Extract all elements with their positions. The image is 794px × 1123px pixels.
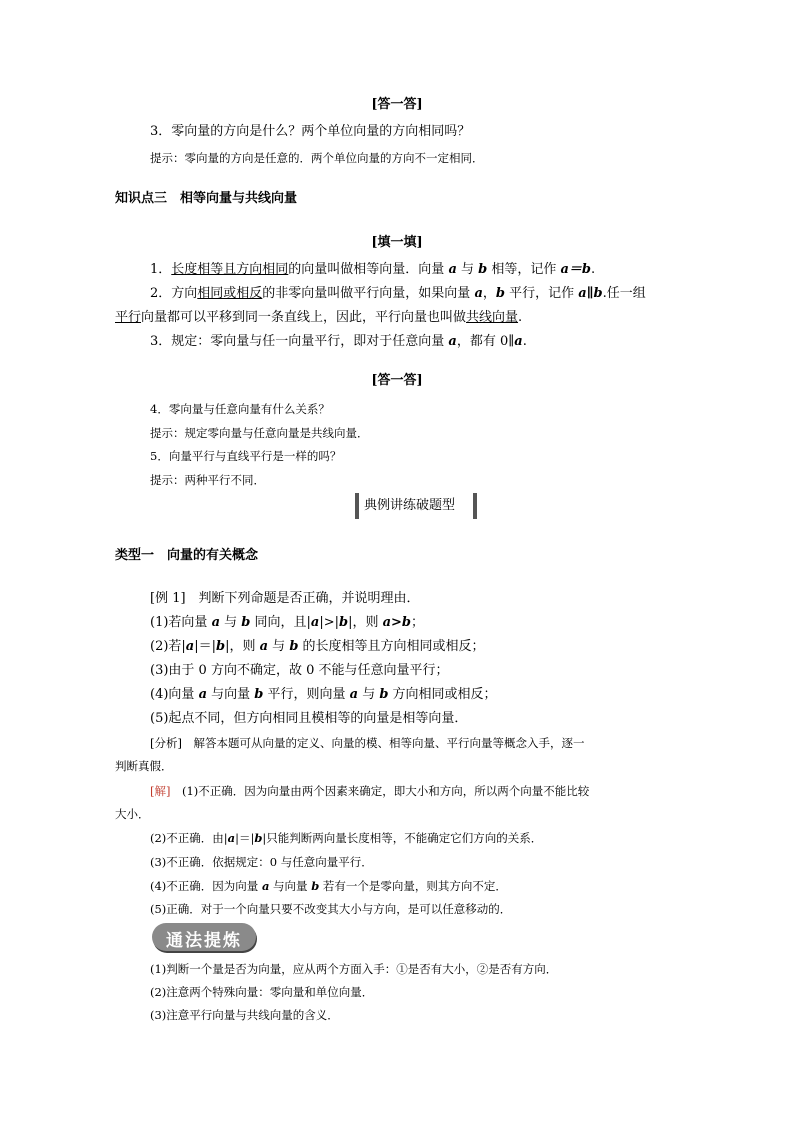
question-4: 4．零向量与任意向量有什么关系？ — [150, 402, 330, 416]
fill-item-1: 1．长度相等且方向相同的向量叫做相等向量．向量 a 与 b 相等，记作 a＝b. — [150, 262, 596, 277]
tip-2: (2)注意两个特殊向量：零向量和单位向量． — [150, 985, 374, 999]
type-1-title: 类型一 向量的有关概念 — [115, 548, 259, 563]
fill-item-2: 2．方向相同或相反的非零向量叫做平行向量，如果向量 a，b 平行，记作 a∥b.任一组 — [150, 286, 646, 301]
question-5: 5．向量平行与直线平行是一样的吗？ — [150, 449, 342, 463]
answer-heading-2: [答一答] — [371, 373, 423, 388]
example-1-item-2: (2)若|a|＝|b|，则 a 与 b 的长度相等且方向相同或相反； — [150, 639, 485, 654]
blank-equal-condition: 长度相等且方向相同 — [171, 262, 289, 277]
solution-item-3: (3)不正确．依据规定：0 与任意向量平行． — [150, 855, 373, 869]
banner-right-bar — [473, 493, 477, 519]
method-summary-label: 通法提炼 — [166, 931, 242, 951]
answer-heading-1: [答一答] — [371, 97, 423, 112]
question-3: 3．零向量的方向是什么？两个单位向量的方向相同吗？ — [150, 124, 471, 139]
blank-parallel: 平行 — [115, 310, 142, 325]
example-1-item-3: (3)由于 0 方向不确定，故 0 不能与任意向量平行； — [150, 663, 449, 678]
blank-parallel-condition: 相同或相反 — [197, 286, 263, 301]
section-banner — [355, 493, 477, 519]
section-3-title: 知识点三 相等向量与共线向量 — [115, 191, 298, 206]
banner-left-bar — [355, 493, 359, 519]
hint-3: 提示：零向量的方向是任意的．两个单位向量的方向不一定相同． — [150, 151, 484, 165]
blank-collinear: 共线向量 — [466, 310, 519, 325]
hint-4: 提示：规定零向量与任意向量是共线向量． — [150, 426, 369, 440]
solution-item-5: (5)正确．对于一个向量只要不改变其大小与方向，是可以任意移动的． — [150, 902, 512, 916]
tip-3: (3)注意平行向量与共线向量的含义． — [150, 1008, 339, 1022]
banner-text: 典例讲练破题型 — [364, 498, 456, 513]
fill-item-2-cont: 平行向量都可以平移到同一条直线上，因此，平行向量也叫做共线向量. — [115, 310, 523, 325]
fill-item-3: 3．规定：零向量与任一向量平行，即对于任意向量 a，都有 0∥a. — [150, 334, 527, 349]
analysis-line-2: 判断真假． — [115, 759, 173, 773]
solution-item-2: (2)不正确．由|a|＝|b|只能判断两向量长度相等，不能确定它们方向的关系． — [150, 831, 543, 845]
tip-1: (1)判断一个量是否为向量，应从两个方面入手：①是否有大小，②是否有方向． — [150, 962, 558, 976]
example-1-item-5: (5)起点不同，但方向相同且模相等的向量是相等向量． — [150, 711, 468, 726]
example-1-prompt: [例 1] 判断下列命题是否正确，并说明理由． — [150, 591, 420, 606]
solution-line-1: [解] (1)不正确．因为向量由两个因素来确定，即大小和方向，所以两个向量不能比较 — [150, 784, 590, 798]
example-1-item-1: (1)若向量 a 与 b 同向，且|a|>|b|，则 a>b； — [150, 615, 424, 630]
example-1-item-4: (4)向量 a 与向量 b 平行，则向量 a 与 b 方向相同或相反； — [150, 687, 497, 702]
analysis-line-1: [分析] 解答本题可从向量的定义、向量的模、相等向量、平行向量等概念入手，逐一 — [150, 736, 585, 750]
method-summary-badge — [152, 923, 256, 951]
solution-label: [解] — [150, 784, 171, 798]
fill-heading: [填一填] — [371, 235, 423, 250]
solution-item-4: (4)不正确．因为向量 a 与向量 b 若有一个是零向量，则其方向不定． — [150, 879, 507, 893]
hint-5: 提示：两种平行不同． — [150, 473, 265, 487]
solution-line-1-cont: 大小． — [115, 807, 150, 821]
